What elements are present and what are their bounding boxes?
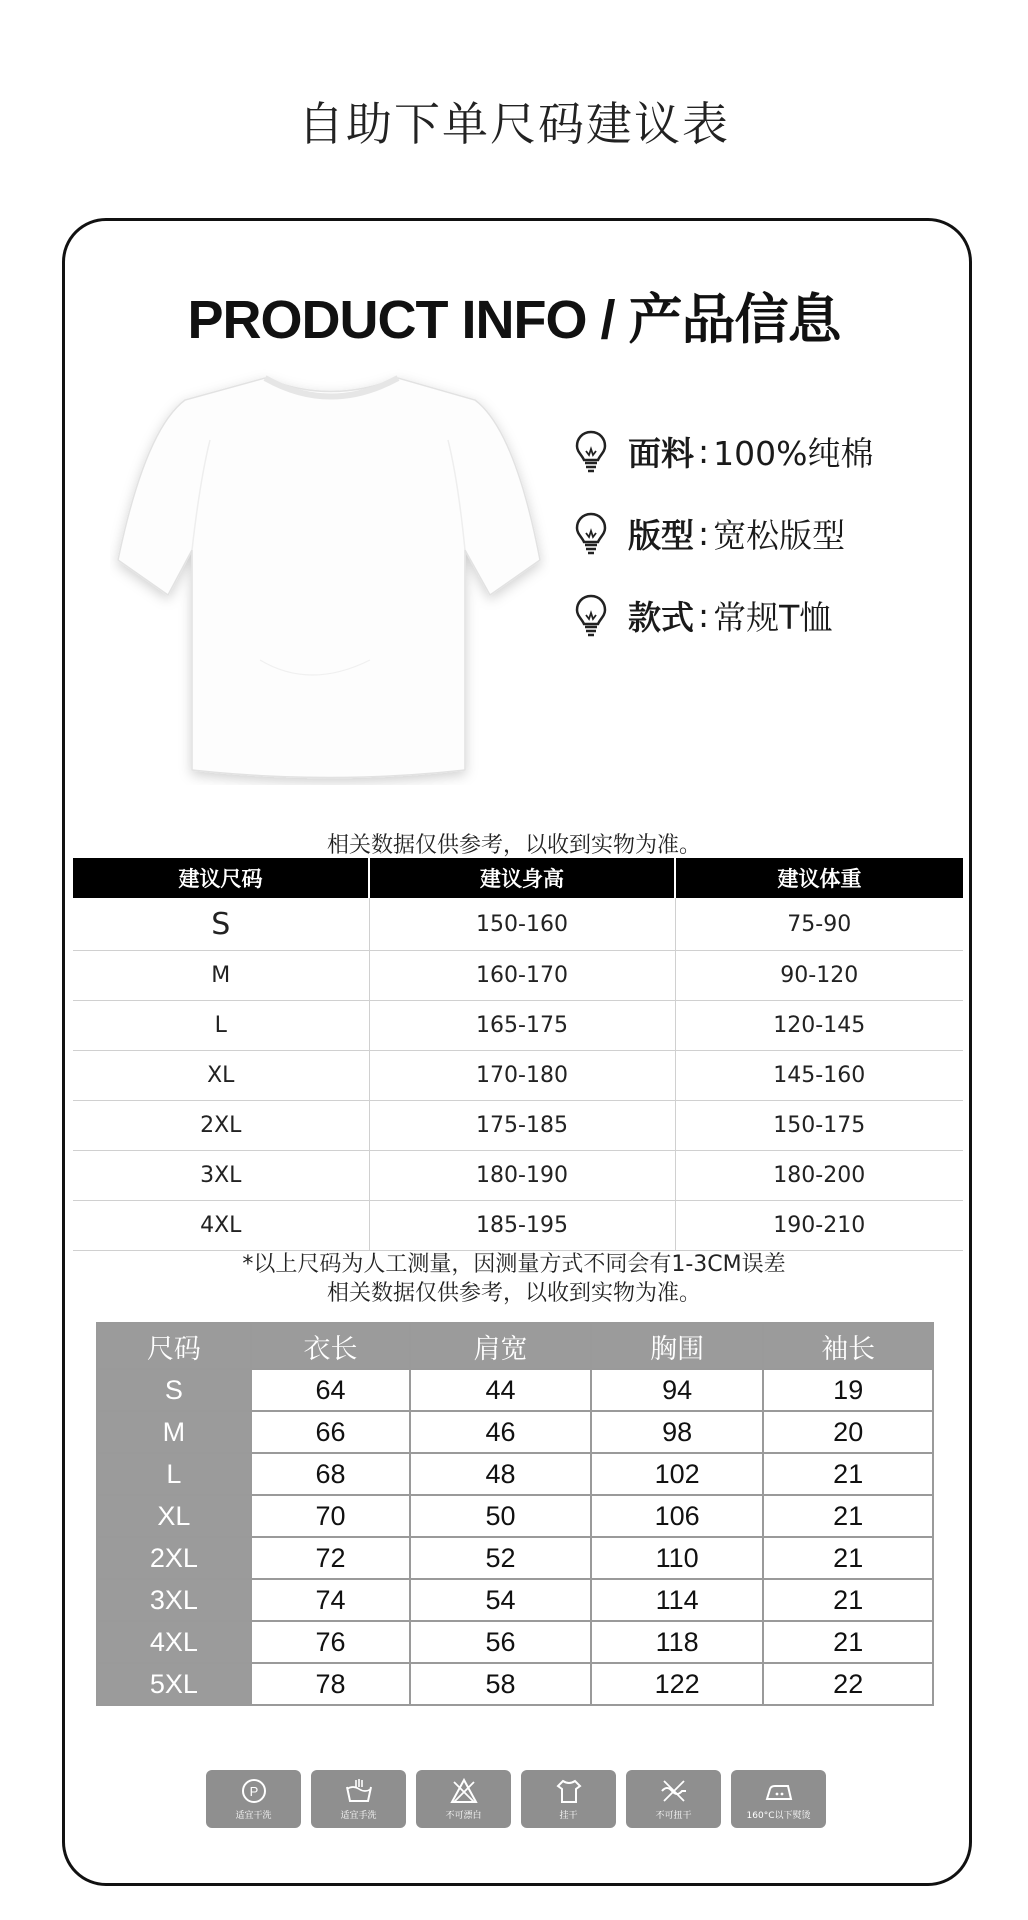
length-cell: 78 xyxy=(251,1663,411,1705)
table-row xyxy=(73,1001,963,1051)
shoulder-cell: 50 xyxy=(410,1495,591,1537)
table-row xyxy=(97,1579,933,1621)
length-cell: 64 xyxy=(251,1369,411,1411)
length-cell: 68 xyxy=(251,1453,411,1495)
column-header: 建议身高 xyxy=(369,858,675,898)
page-title: 自助下单尺码建议表 xyxy=(298,97,730,151)
weight-cell: 145-160 xyxy=(675,1051,963,1101)
care-label: 不可扭干 xyxy=(655,1811,692,1821)
no-bleach-icon xyxy=(449,1777,479,1805)
spec-style xyxy=(574,574,873,656)
table-row xyxy=(73,1151,963,1201)
iron-icon xyxy=(764,1777,794,1805)
hand-wash-icon xyxy=(344,1777,374,1805)
size-cell: L xyxy=(73,1001,369,1051)
shoulder-cell: 54 xyxy=(410,1579,591,1621)
measurement-table xyxy=(96,1322,934,1706)
shoulder-cell: 58 xyxy=(410,1663,591,1705)
table-row xyxy=(73,898,963,951)
column-header: 建议体重 xyxy=(675,858,963,898)
lightbulb-icon xyxy=(574,593,608,637)
measurement-note xyxy=(0,1250,1028,1308)
height-cell: 180-190 xyxy=(369,1151,675,1201)
table-row xyxy=(97,1537,933,1579)
care-item-iron xyxy=(731,1770,826,1828)
size-cell: XL xyxy=(97,1495,251,1537)
length-cell: 76 xyxy=(251,1621,411,1663)
shoulder-cell: 56 xyxy=(410,1621,591,1663)
size-cell: 5XL xyxy=(97,1663,251,1705)
chest-cell: 110 xyxy=(591,1537,764,1579)
shoulder-cell: 52 xyxy=(410,1537,591,1579)
table-row xyxy=(97,1663,933,1705)
care-item-dry-clean xyxy=(206,1770,301,1828)
spec-separator: : xyxy=(698,595,710,635)
spec-key: 面料 xyxy=(628,433,694,473)
size-cell: XL xyxy=(73,1051,369,1101)
hang-dry-icon xyxy=(554,1777,584,1805)
spec-separator: : xyxy=(698,513,710,553)
care-label: 160°C以下熨烫 xyxy=(746,1811,811,1821)
weight-cell: 190-210 xyxy=(675,1201,963,1251)
size-cell: 4XL xyxy=(73,1201,369,1251)
column-header: 肩宽 xyxy=(410,1323,591,1369)
length-cell: 74 xyxy=(251,1579,411,1621)
svg-text:P: P xyxy=(249,1784,258,1799)
weight-cell: 180-200 xyxy=(675,1151,963,1201)
column-header: 衣长 xyxy=(251,1323,411,1369)
lightbulb-icon xyxy=(574,511,608,555)
height-cell: 170-180 xyxy=(369,1051,675,1101)
sleeve-cell: 21 xyxy=(763,1495,933,1537)
sleeve-cell: 21 xyxy=(763,1537,933,1579)
spec-list xyxy=(574,410,873,656)
size-cell: 2XL xyxy=(73,1101,369,1151)
weight-cell: 75-90 xyxy=(675,898,963,951)
chest-cell: 106 xyxy=(591,1495,764,1537)
spec-fit xyxy=(574,492,873,574)
chest-cell: 102 xyxy=(591,1453,764,1495)
tshirt-image xyxy=(110,360,550,785)
size-cell: 3XL xyxy=(97,1579,251,1621)
size-recommendation-table xyxy=(73,858,963,1251)
care-item-hand-wash xyxy=(311,1770,406,1828)
weight-cell: 90-120 xyxy=(675,951,963,1001)
table-header-row xyxy=(97,1323,933,1369)
shoulder-cell: 46 xyxy=(410,1411,591,1453)
weight-cell: 150-175 xyxy=(675,1101,963,1151)
size-cell: M xyxy=(97,1411,251,1453)
column-header: 袖长 xyxy=(763,1323,933,1369)
column-header: 尺码 xyxy=(97,1323,251,1369)
shoulder-cell: 48 xyxy=(410,1453,591,1495)
sleeve-cell: 22 xyxy=(763,1663,933,1705)
care-instructions xyxy=(206,1770,826,1828)
sleeve-cell: 20 xyxy=(763,1411,933,1453)
height-cell: 150-160 xyxy=(369,898,675,951)
dry-clean-icon xyxy=(239,1777,269,1805)
table-header-row xyxy=(73,858,963,898)
table-row xyxy=(97,1411,933,1453)
column-header: 胸围 xyxy=(591,1323,764,1369)
no-wring-icon xyxy=(659,1777,689,1805)
size-cell: 4XL xyxy=(97,1621,251,1663)
spec-fabric xyxy=(574,410,873,492)
sleeve-cell: 21 xyxy=(763,1621,933,1663)
chest-cell: 98 xyxy=(591,1411,764,1453)
lightbulb-icon xyxy=(574,429,608,473)
spec-value: 常规T恤 xyxy=(713,597,833,637)
sleeve-cell: 21 xyxy=(763,1453,933,1495)
height-cell: 185-195 xyxy=(369,1201,675,1251)
height-cell: 160-170 xyxy=(369,951,675,1001)
care-item-no-wring xyxy=(626,1770,721,1828)
spec-separator: : xyxy=(698,431,710,471)
spec-key: 款式 xyxy=(628,597,694,637)
care-label: 挂干 xyxy=(559,1811,578,1821)
spec-value: 100%纯棉 xyxy=(713,433,874,473)
length-cell: 66 xyxy=(251,1411,411,1453)
table-row xyxy=(73,1201,963,1251)
size-cell: 3XL xyxy=(73,1151,369,1201)
measurement-error-note: *以上尺码为人工测量，因测量方式不同会有1-3CM误差 xyxy=(242,1252,786,1277)
size-cell: 2XL xyxy=(97,1537,251,1579)
chest-cell: 114 xyxy=(591,1579,764,1621)
table-row xyxy=(73,1101,963,1151)
size-cell: M xyxy=(73,951,369,1001)
care-item-hang-dry xyxy=(521,1770,616,1828)
length-cell: 72 xyxy=(251,1537,411,1579)
spec-key: 版型 xyxy=(628,515,694,555)
height-cell: 165-175 xyxy=(369,1001,675,1051)
chest-cell: 118 xyxy=(591,1621,764,1663)
weight-cell: 120-145 xyxy=(675,1001,963,1051)
size-cell: L xyxy=(97,1453,251,1495)
column-header: 建议尺码 xyxy=(73,858,369,898)
table-row xyxy=(97,1453,933,1495)
chest-cell: 122 xyxy=(591,1663,764,1705)
product-info-heading: PRODUCT INFO / 产品信息 xyxy=(187,290,841,350)
care-label: 适宜手洗 xyxy=(340,1811,377,1821)
table-row xyxy=(73,1051,963,1101)
care-label: 不可漂白 xyxy=(445,1811,482,1821)
care-item-no-bleach xyxy=(416,1770,511,1828)
length-cell: 70 xyxy=(251,1495,411,1537)
care-label: 适宜干洗 xyxy=(235,1811,272,1821)
size-cell: S xyxy=(73,898,369,951)
size-cell: S xyxy=(97,1369,251,1411)
reference-note: 相关数据仅供参考，以收到实物为准。 xyxy=(326,833,701,858)
table-row xyxy=(97,1621,933,1663)
table-row xyxy=(97,1495,933,1537)
reference-note-2: 相关数据仅供参考，以收到实物为准。 xyxy=(326,1281,701,1306)
chest-cell: 94 xyxy=(591,1369,764,1411)
sleeve-cell: 19 xyxy=(763,1369,933,1411)
shoulder-cell: 44 xyxy=(410,1369,591,1411)
height-cell: 175-185 xyxy=(369,1101,675,1151)
spec-value: 宽松版型 xyxy=(713,515,846,555)
table-row xyxy=(73,951,963,1001)
table-row xyxy=(97,1369,933,1411)
sleeve-cell: 21 xyxy=(763,1579,933,1621)
